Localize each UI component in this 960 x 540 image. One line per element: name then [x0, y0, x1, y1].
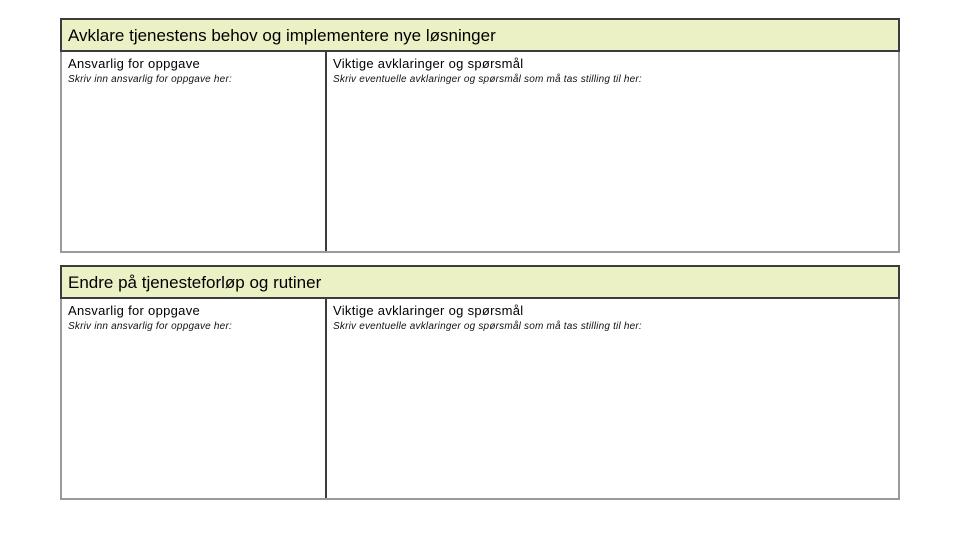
section-clarify-needs — [60, 18, 900, 253]
questions-column[interactable] — [333, 56, 893, 86]
questions-column[interactable] — [333, 303, 893, 333]
responsible-column[interactable] — [68, 56, 318, 86]
section-change-routines — [60, 265, 900, 500]
questions-placeholder[interactable]: Skriv eventuelle avklaringer og spørsmål som må tas stilling til her: — [333, 321, 642, 332]
responsible-placeholder[interactable]: Skriv inn ansvarlig for oppgave her: — [68, 74, 232, 85]
section-table — [60, 52, 900, 253]
questions-placeholder[interactable]: Skriv eventuelle avklaringer og spørsmål som må tas stilling til her: — [333, 74, 642, 85]
section-table — [60, 299, 900, 500]
section-title: Endre på tjenesteforløp og rutiner — [60, 265, 900, 299]
responsible-heading: Ansvarlig for oppgave — [68, 56, 201, 71]
responsible-column[interactable] — [68, 303, 318, 333]
questions-heading: Viktige avklaringer og spørsmål — [333, 56, 524, 71]
responsible-heading: Ansvarlig for oppgave — [68, 303, 201, 318]
column-divider — [325, 299, 327, 498]
responsible-placeholder[interactable]: Skriv inn ansvarlig for oppgave her: — [68, 321, 232, 332]
questions-heading: Viktige avklaringer og spørsmål — [333, 303, 524, 318]
column-divider — [325, 52, 327, 251]
section-title: Avklare tjenestens behov og implementere nye løsninger — [60, 18, 900, 52]
